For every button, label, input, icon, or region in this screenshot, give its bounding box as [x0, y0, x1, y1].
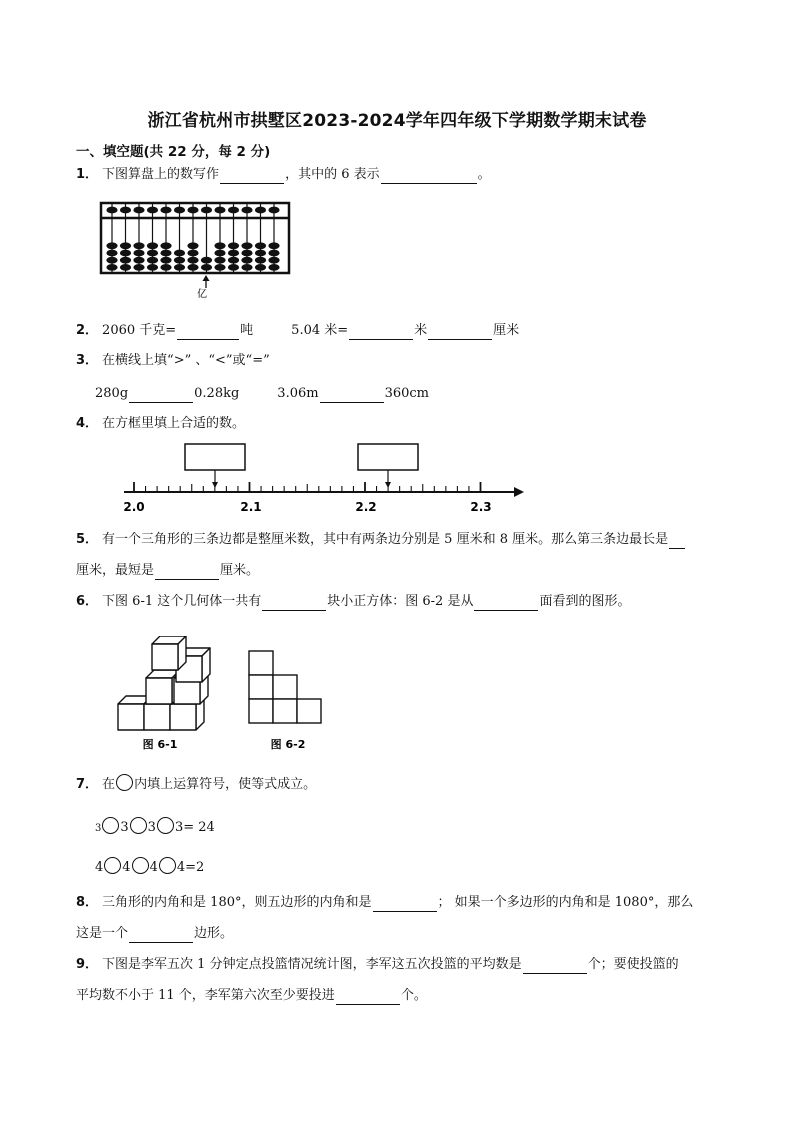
abacus-bead [187, 207, 198, 214]
abacus-bead [201, 257, 212, 264]
abacus-bead [147, 242, 158, 249]
question-number: 2． [76, 323, 99, 338]
abacus-bead [106, 242, 117, 249]
abacus-bead [133, 264, 144, 271]
abacus-arrow-label: 亿 [197, 289, 207, 300]
question-4: 4． 在方框里填上合适的数。 [76, 416, 246, 431]
abacus-bead [228, 250, 239, 257]
operator-circle[interactable] [159, 857, 176, 874]
page-title: 浙江省杭州市拱墅区2023-2024学年四年级下学期数学期末试卷 [147, 111, 647, 131]
question-8-cont: 这是一个 边形。 [76, 926, 234, 941]
figure-caption: 图 6-1 [142, 738, 178, 751]
question-9: 9． 下图是李军五次 1 分钟定点投篮情况统计图，李军这五次投篮的平均数是 个；要使投篮的 [76, 957, 679, 972]
operator-circle[interactable] [157, 817, 174, 834]
question-2: 2． 2060 千克= 吨 5.04 米= 米 厘米 [76, 323, 520, 338]
abacus-bead [268, 257, 279, 264]
tick-label: 2.2 [355, 500, 377, 514]
question-3: 3． 在横线上填“>” 、“<”或“=” [76, 353, 270, 368]
figure-6-1-cubes [112, 636, 224, 754]
question-number: 4． [76, 416, 99, 431]
abacus-bead [187, 242, 198, 249]
section-heading: 一、填空题(共 22 分，每 2 分) [76, 144, 271, 160]
answer-box[interactable] [358, 444, 418, 470]
abacus-figure [98, 198, 294, 302]
view-square [249, 699, 273, 723]
abacus-bead [241, 250, 252, 257]
view-square [273, 699, 297, 723]
answer-blank[interactable] [523, 959, 587, 974]
question-number: 5． [76, 532, 99, 547]
answer-blank[interactable] [474, 596, 538, 611]
abacus-bead [133, 207, 144, 214]
abacus-bead [241, 257, 252, 264]
cube-front [170, 704, 196, 730]
answer-blank[interactable] [262, 596, 326, 611]
abacus-bead [255, 264, 266, 271]
abacus-bead [201, 264, 212, 271]
abacus-bead [255, 242, 266, 249]
abacus-bead [228, 264, 239, 271]
abacus-bead [133, 257, 144, 264]
question-1: 1． 下图算盘上的数写作 ，其中的 6 表示 。 [76, 167, 491, 182]
abacus-bead [174, 250, 185, 257]
answer-blank[interactable] [177, 325, 239, 340]
abacus-bead [160, 264, 171, 271]
answer-blank[interactable] [155, 565, 219, 580]
abacus-bead [268, 242, 279, 249]
question-number: 3． [76, 353, 99, 368]
answer-blank[interactable] [373, 897, 437, 912]
answer-box[interactable] [185, 444, 245, 470]
view-square [249, 675, 273, 699]
answer-blank[interactable] [220, 169, 284, 184]
question-8: 8． 三角形的内角和是 180°，则五边形的内角和是 ； 如果一个多边形的内角和是 1080°，那么 [76, 895, 694, 910]
answer-blank[interactable] [320, 388, 384, 403]
answer-blank[interactable] [381, 169, 477, 184]
abacus-bead [228, 242, 239, 249]
abacus-bead [214, 257, 225, 264]
abacus-bead [133, 250, 144, 257]
abacus-bead [187, 264, 198, 271]
abacus-bead [120, 257, 131, 264]
view-square [249, 651, 273, 675]
figure-6-2-view [244, 646, 330, 754]
pointer-arrow-icon [212, 482, 218, 488]
abacus-bead [174, 207, 185, 214]
cube-front [146, 678, 172, 704]
operator-circle[interactable] [132, 857, 149, 874]
question-number: 7． [76, 777, 99, 792]
answer-blank[interactable] [669, 534, 685, 549]
question-3-items: 280g 0.28kg 3.06m 360cm [95, 386, 429, 401]
cube-front [144, 704, 170, 730]
abacus-bead [268, 207, 279, 214]
abacus-bead [214, 250, 225, 257]
answer-blank[interactable] [336, 990, 400, 1005]
pointer-arrow-icon [385, 482, 391, 488]
abacus-bead [268, 250, 279, 257]
abacus-bead [106, 264, 117, 271]
question-5-cont: 厘米，最短是 厘米。 [76, 563, 260, 578]
question-5: 5． 有一个三角形的三条边都是整厘米数，其中有两条边分别是 5 厘米和 8 厘米。那么第三条边最长是 [76, 531, 686, 549]
answer-blank[interactable] [129, 388, 193, 403]
abacus-bead [147, 250, 158, 257]
abacus-bead [120, 264, 131, 271]
abacus-bead [133, 242, 144, 249]
question-number: 1． [76, 167, 99, 182]
abacus-bead [268, 264, 279, 271]
question-number: 8． [76, 895, 99, 910]
abacus-bead [120, 242, 131, 249]
circle-symbol [116, 774, 133, 791]
abacus-bead [214, 242, 225, 249]
abacus-bead [120, 250, 131, 257]
abacus-bead [147, 207, 158, 214]
answer-blank[interactable] [428, 325, 492, 340]
cube-front [118, 704, 144, 730]
abacus-bead [160, 207, 171, 214]
abacus-bead [147, 264, 158, 271]
abacus-bead [174, 257, 185, 264]
view-square [297, 699, 321, 723]
question-number: 6． [76, 594, 99, 609]
abacus-bead [187, 250, 198, 257]
up-arrow-icon [203, 275, 210, 281]
abacus-bead [174, 264, 185, 271]
abacus-bead [160, 242, 171, 249]
abacus-bead [214, 207, 225, 214]
question-6: 6． 下图 6-1 这个几何体一共有 块小正方体：图 6-2 是从 面看到的图形。 [76, 594, 631, 609]
abacus-bead [255, 257, 266, 264]
abacus-bead [187, 257, 198, 264]
abacus-bead [160, 257, 171, 264]
abacus-bead [255, 250, 266, 257]
equation-line-2: 4 4 4 4=2 [95, 857, 204, 877]
abacus-bead [228, 257, 239, 264]
question-7: 7． 在 内填上运算符号，使等式成立。 [76, 774, 316, 794]
abacus-bead [201, 207, 212, 214]
cube-front [152, 644, 178, 670]
tick-label: 2.0 [123, 500, 145, 514]
abacus-bead [241, 264, 252, 271]
abacus-bead [160, 250, 171, 257]
number-line-figure [112, 440, 528, 516]
abacus-bead [228, 207, 239, 214]
abacus-bead [214, 264, 225, 271]
abacus-bead [241, 207, 252, 214]
operator-circle[interactable] [130, 817, 147, 834]
abacus-bead [106, 257, 117, 264]
figure-caption: 图 6-2 [270, 738, 306, 751]
operator-circle[interactable] [102, 817, 119, 834]
abacus-bead [241, 242, 252, 249]
abacus-bead [255, 207, 266, 214]
operator-circle[interactable] [104, 857, 121, 874]
view-square [273, 675, 297, 699]
tick-label: 2.3 [470, 500, 492, 514]
question-9-cont: 平均数不小于 11 个，李军第六次至少要投进 个。 [76, 988, 427, 1003]
abacus-bead [120, 207, 131, 214]
question-number: 9． [76, 957, 99, 972]
answer-blank[interactable] [349, 325, 413, 340]
answer-blank[interactable] [129, 928, 193, 943]
equation-line-1: 3 3 3 3= 24 [95, 817, 215, 838]
abacus-bead [106, 250, 117, 257]
number-line-arrow [514, 487, 524, 497]
abacus-bead [106, 207, 117, 214]
abacus-bead [147, 257, 158, 264]
tick-label: 2.1 [240, 500, 262, 514]
